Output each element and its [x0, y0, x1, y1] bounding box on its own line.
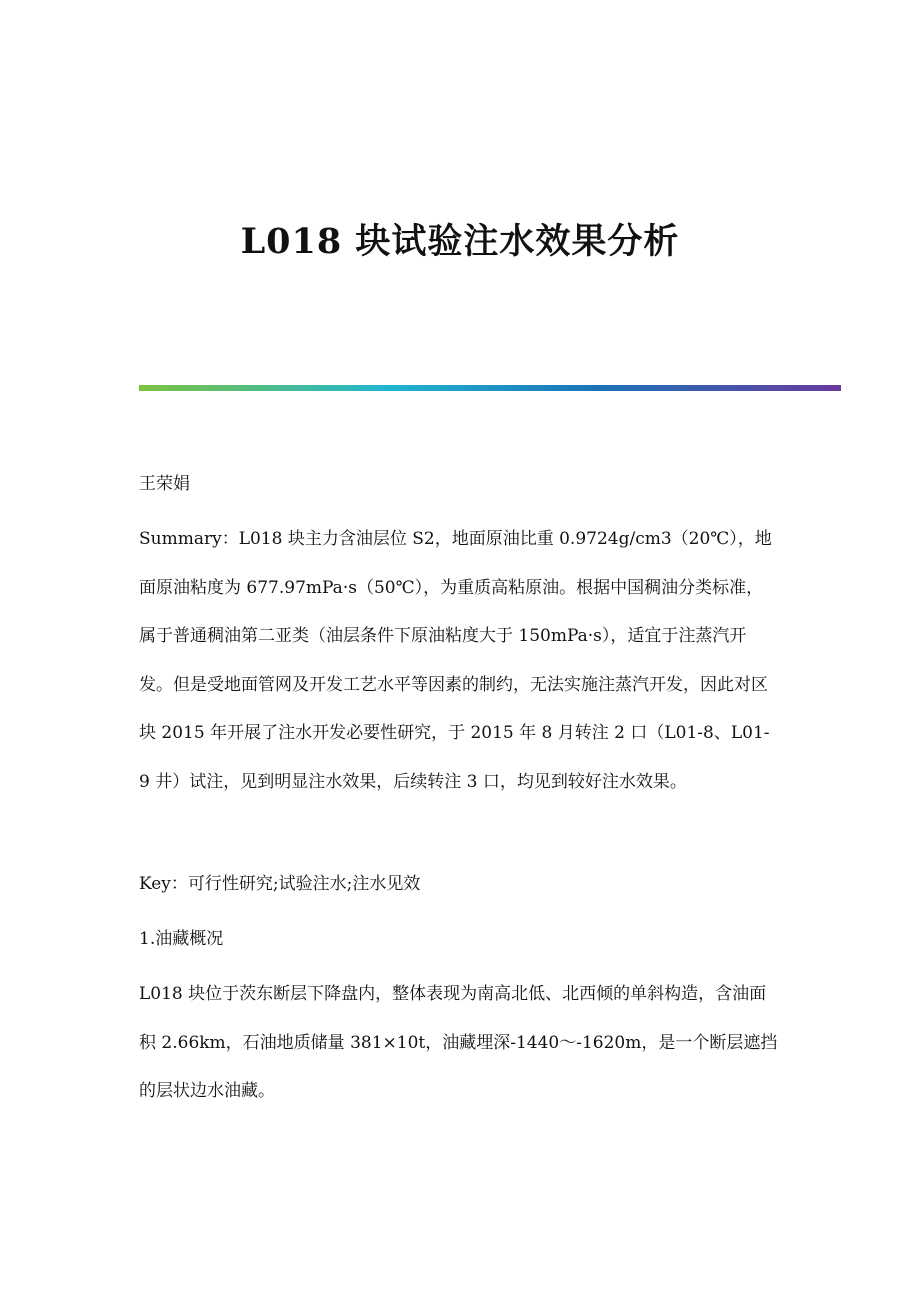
document-title: L018 块试验注水效果分析: [240, 221, 680, 262]
summary-paragraph: [139, 515, 779, 806]
author-name: 王荣娟: [139, 474, 190, 494]
keywords-text: 可行性研究;试验注水;注水见效: [187, 874, 421, 894]
section-heading: 1.油藏概况: [139, 929, 224, 949]
section-paragraph: L018 块位于茨东断层下降盘内，整体表现为南高北低、北西倾的单斜构造，含油面积 2.66km，石油地质储量 381×10t，油藏埋深-1440～-1620m，是一个断层遮挡的层状边水油藏。: [139, 984, 778, 1101]
title-divider: [139, 385, 841, 391]
summary-label: Summary：: [139, 529, 239, 549]
summary-text: L018 块主力含油层位 S2，地面原油比重 0.9724g/cm3（20℃），地面原油粘度为 677.97mPa·s（50℃），为重质高粘原油。根据中国稠油分类标准，属于普通稠油第二亚类（油层条件下原油粘度大于 150mPa·s），适宜于注蒸汽开发。但是受地面管网及开发工艺水平等因素的制约，无法实施注蒸汽开发，因此对区块 2015 年开展了注水开发必要性研究，于 2015 年 8 月转注 2 口（L01-8、L01-9 井）试注，见到明显注水效果，后续转注 3 口，均见到较好注水效果。: [139, 529, 772, 792]
keywords-line: [139, 860, 779, 909]
keywords-label: Key：: [139, 874, 188, 894]
